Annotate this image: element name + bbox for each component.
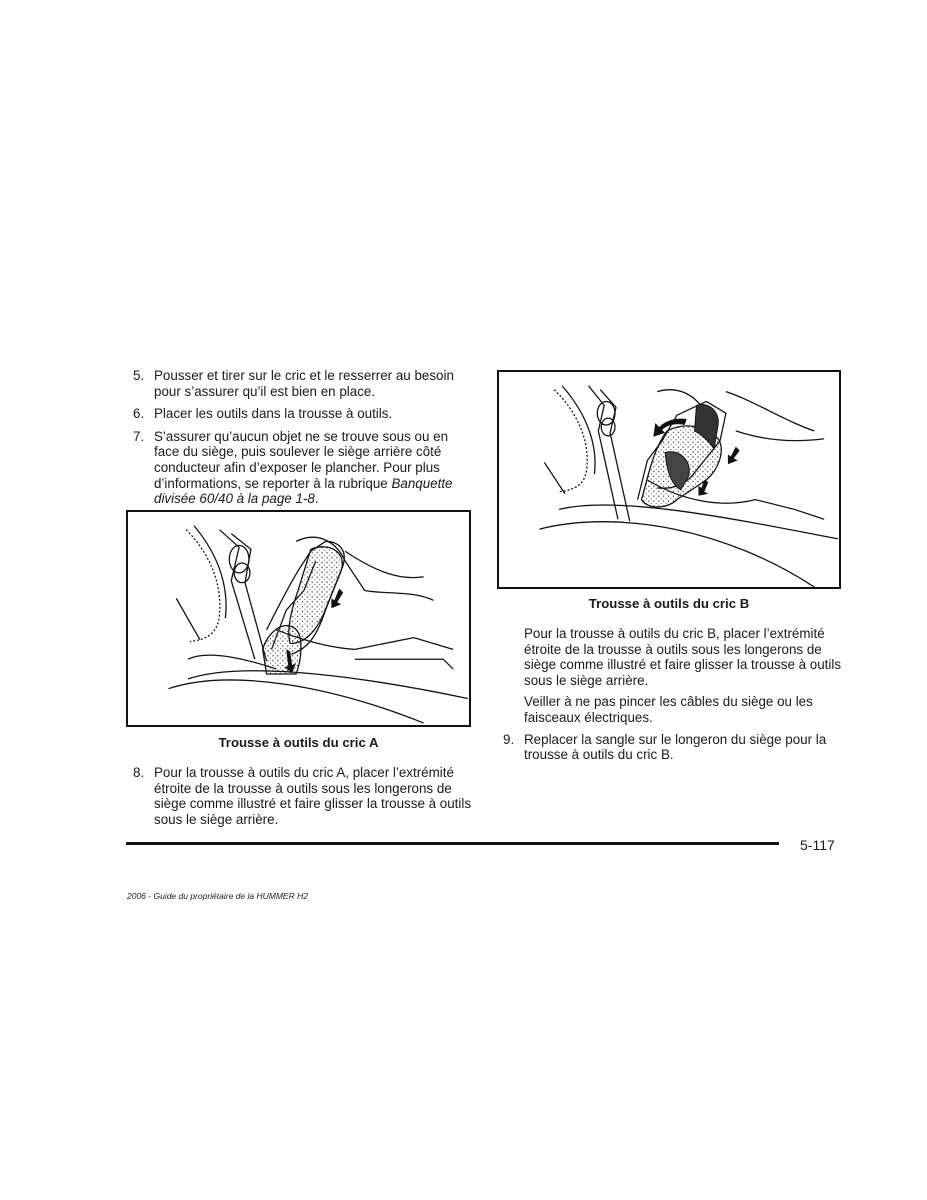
step-number: 8.	[133, 765, 145, 780]
step-7-end: .	[314, 491, 319, 507]
step-text: Replacer la sangle sur le longeron du siège pour la trousse à outils du cric B.	[524, 731, 827, 763]
step-text: Placer les outils dans la trousse à outils.	[154, 406, 393, 422]
jack-kit-a-illustration	[128, 512, 469, 725]
left-column-lower	[133, 765, 473, 834]
step-number: 9.	[503, 731, 515, 747]
step-number: 6.	[133, 406, 145, 422]
page-number: 5-117	[800, 837, 835, 853]
step-number: 5.	[133, 368, 145, 383]
step-5	[133, 368, 473, 399]
footer-text: 2006 - Guide du propriétaire de la HUMMER H2	[127, 891, 308, 901]
step-7	[133, 429, 473, 507]
figure-jack-kit-a	[126, 510, 471, 727]
right-column	[503, 626, 843, 770]
step-7-body: S’assurer qu’aucun objet ne se trouve sous ou en face du siège, puis soulever le siège arrière côté conducteur afin d’exposer le plancher. Pour plus d’informations, se reporter à la rubrique	[154, 428, 449, 491]
cross-reference-link[interactable]: Banquette divisée 60/40 à la page 1-8	[154, 475, 453, 507]
footer-rule	[126, 842, 779, 845]
step-number: 7.	[133, 428, 145, 444]
figure-b-caption: Trousse à outils du cric B	[588, 596, 750, 611]
paragraph-caution: Veiller à ne pas pincer les câbles du siège ou les faisceaux électriques.	[524, 694, 813, 725]
step-text: Pousser et tirer sur le cric et le resserrer au besoin pour s’assurer qu’il est bien en place.	[154, 368, 454, 399]
figure-jack-kit-b	[497, 370, 841, 589]
jack-kit-b-illustration	[499, 372, 839, 587]
step-9	[503, 732, 843, 763]
step-text	[154, 429, 473, 507]
step-text: Pour la trousse à outils du cric A, placer l’extrémité étroite de la trousse à outils sous les longerons de siège comme illustré et faire glisser la trousse à outils sous le siège arrière.	[154, 765, 472, 827]
step-6	[133, 406, 473, 422]
paragraph-jack-kit-b: Pour la trousse à outils du cric B, placer l’extrémité étroite de la trousse à outils sous les longerons de siège comme illustré et faire glisser la trousse à outils sous le siège arrière.	[524, 626, 842, 688]
left-column	[133, 368, 473, 514]
figure-a-caption: Trousse à outils du cric A	[218, 735, 379, 750]
step-8	[133, 765, 473, 827]
